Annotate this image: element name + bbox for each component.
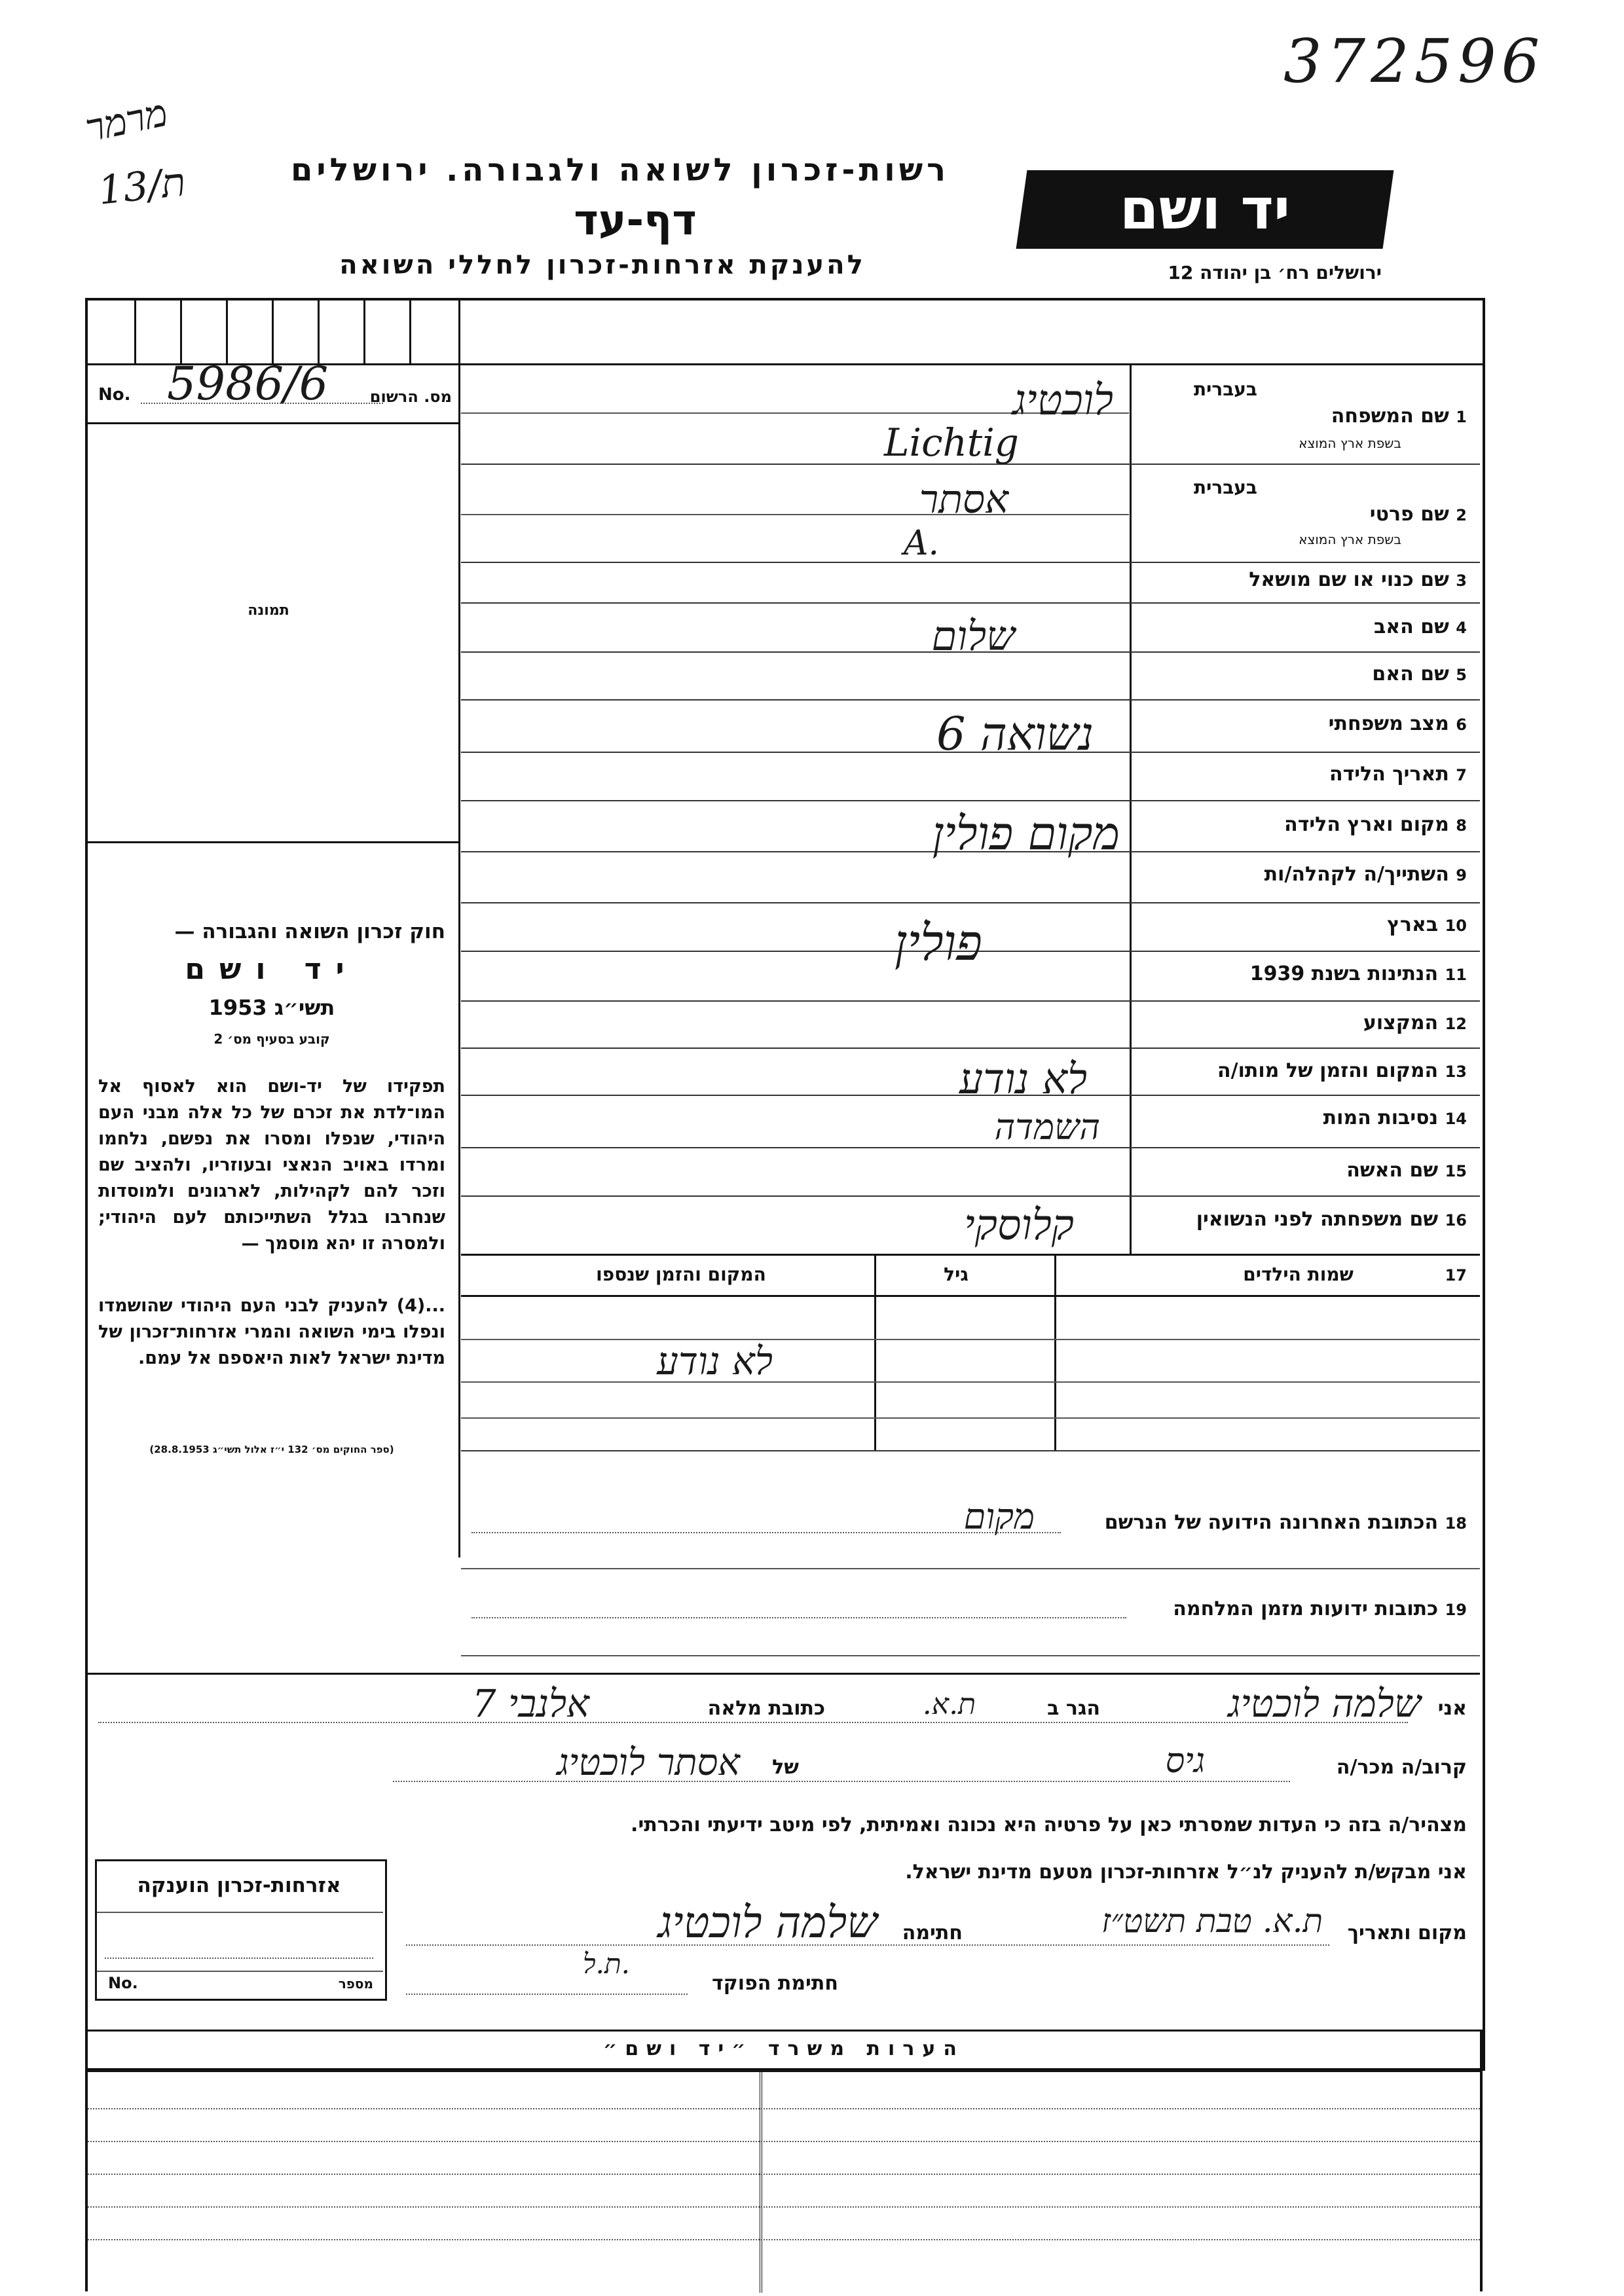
field-14-num: 14: [1445, 1110, 1467, 1128]
field-7-label-text: תאריך הלידה: [1329, 763, 1449, 786]
field-5-bottom: [461, 699, 1480, 701]
field-19-label: [1074, 1597, 1467, 1620]
field-10-label-text: בארץ: [1387, 913, 1439, 936]
field-5-label-text: שם האם: [1372, 663, 1449, 685]
field-3-bottom: [461, 602, 1480, 604]
of-label: של: [772, 1756, 799, 1779]
children-col-divider: [874, 1254, 876, 1450]
place-date-value[interactable]: ת.א. טבת תשט״ז: [1101, 1902, 1323, 1940]
no-label: No.: [98, 385, 131, 405]
notes-line: [88, 2239, 1480, 2240]
field-9-bottom: [461, 902, 1480, 903]
field-5-num: 5: [1456, 666, 1467, 684]
notes-line: [88, 2141, 1480, 2142]
field-18-label: [1074, 1511, 1467, 1534]
field-1-orig-note: בשפת ארץ המוצא: [1299, 435, 1401, 451]
field-15-bottom: [461, 1195, 1480, 1197]
corner-scribble-top: מרמר: [81, 90, 172, 151]
award-no-label: No.: [108, 1974, 138, 1992]
relation-label: קרוב/ה מכר/ה: [1336, 1756, 1467, 1779]
field-14-label: [1153, 1106, 1467, 1129]
award-number-line: [97, 1971, 383, 1972]
field-16-label-text: שם משפחתה לפני הנשואין: [1196, 1208, 1439, 1231]
field-8-num: 8: [1456, 816, 1467, 835]
photo-label: תמונה: [248, 602, 289, 619]
field-4-label: [1153, 615, 1467, 638]
field-19-label-text: כתובות ידועות מזמן המלחמה: [1173, 1597, 1439, 1620]
place-date-label: מקום ותאריך: [1347, 1922, 1467, 1944]
field-1-label-text: שם המשפחה: [1331, 405, 1449, 428]
field-18-value[interactable]: מקום: [963, 1496, 1035, 1537]
declaration-statement: מצהיר/ה בזה כי העדות שמסרתי כאן על פרטיה היא נכונה ואמיתית, לפי מיטב ידיעתי והכרתי.: [631, 1813, 1467, 1836]
award-dotted: [105, 1958, 373, 1959]
authority-title: רשות-זכרון לשואה ולגבורה. ירושלים: [290, 152, 950, 189]
signature-dotted: [406, 1944, 1329, 1946]
declaration-dotted-2: [393, 1781, 1290, 1782]
strip-divider: [363, 301, 365, 363]
field-11-bottom: [461, 1000, 1480, 1002]
notes-divider: [760, 2070, 762, 2293]
strip-divider: [226, 301, 228, 363]
field-2-num: 2: [1456, 506, 1467, 524]
corner-scribble-bottom: ת/13: [96, 159, 188, 214]
victim-name[interactable]: אסתר לוכטיג: [557, 1741, 740, 1784]
strip-divider: [409, 301, 411, 363]
children-row: [461, 1417, 1480, 1419]
field-11-num: 11: [1445, 966, 1467, 984]
declarant-city[interactable]: ת.א.: [922, 1688, 976, 1721]
field-19-dotted: [471, 1617, 1126, 1618]
field-17-num: 17: [1445, 1266, 1467, 1285]
field-6-label-text: מצב משפחתי: [1328, 712, 1449, 735]
children-bottom: [461, 1450, 1480, 1451]
field-8-label-text: מקום וארץ הלידה: [1284, 813, 1449, 836]
children-label: [1074, 1264, 1467, 1285]
field-3-label: [1153, 568, 1467, 591]
label-column-divider: [1130, 363, 1132, 1254]
law-name: יד ושם: [185, 953, 359, 986]
field-12-label: [1153, 1011, 1467, 1034]
field-15-num: 15: [1445, 1162, 1467, 1180]
field-3-label-text: שם כנוי או שם מושאל: [1249, 568, 1449, 591]
yad-vashem-logo: [1016, 170, 1394, 249]
field-10-label: [1153, 913, 1467, 936]
form-subtitle: להענקת אזרחות-זכרון לחללי השואה: [339, 250, 866, 280]
photo-bottom-line: [88, 841, 458, 843]
field-1-value-orig[interactable]: Lichtig: [884, 420, 1019, 465]
field-5-label: [1153, 663, 1467, 685]
field-16-bottom: [461, 1254, 1480, 1256]
field-6-num: 6: [1456, 716, 1467, 734]
field-1-label: [1153, 405, 1467, 428]
field-9-label-text: השתייך/ה לקהלה/ות: [1264, 863, 1449, 886]
field-9-label: [1153, 863, 1467, 886]
law-year: תשי״ג 1953: [208, 995, 335, 1020]
notes-line: [88, 2174, 1480, 2175]
children-header-line: [461, 1295, 1480, 1297]
strip-divider: [134, 301, 136, 363]
field-1-num: 1: [1456, 408, 1467, 426]
strip-divider: [318, 301, 320, 363]
children-col-names: שמות הילדים: [1243, 1264, 1354, 1285]
officer-dotted: [406, 1994, 688, 1995]
field-18-line: [461, 1568, 1480, 1569]
field-16-num: 16: [1445, 1211, 1467, 1230]
notes-left-edge: [85, 2030, 88, 2291]
field-11-label: [1153, 962, 1467, 985]
field-4-label-text: שם האב: [1374, 615, 1449, 638]
registration-number: 5986/6: [167, 357, 329, 410]
field-1-value-heb[interactable]: לוכטיג: [1012, 376, 1113, 425]
field-16-value[interactable]: קלוסקי: [964, 1201, 1074, 1250]
children-col-age: גיל: [944, 1264, 969, 1285]
relation-value[interactable]: גיס: [1165, 1741, 1205, 1781]
form-title: דף-עד: [574, 196, 697, 245]
field-2-bottom: [461, 562, 1480, 563]
award-line: [97, 1912, 383, 1913]
address-label: כתובת מלאה: [707, 1697, 825, 1720]
field-15-label-text: שם האשה: [1346, 1159, 1439, 1182]
declaration-prefix: אני: [1437, 1697, 1467, 1720]
children-col-divider: [1054, 1254, 1056, 1450]
logo-text: יד ושם: [1119, 177, 1291, 242]
officer-scribble: ת.ל.: [583, 1948, 630, 1980]
declaration-top-line: [88, 1673, 1480, 1675]
field-13-num: 13: [1445, 1063, 1467, 1081]
field-18-num: 18: [1445, 1514, 1467, 1533]
archive-number: 372596: [1283, 26, 1545, 96]
notes-line: [88, 2206, 1480, 2208]
field-3-num: 3: [1456, 572, 1467, 590]
children-place-value[interactable]: לא נודע: [657, 1339, 773, 1383]
field-4-num: 4: [1456, 619, 1467, 637]
field-9-num: 9: [1456, 866, 1467, 884]
notes-right-edge: [1480, 2030, 1483, 2291]
field-1-heb-note: בעברית: [1193, 378, 1257, 400]
declarant-name[interactable]: שלמה לוכטיג: [1228, 1681, 1421, 1726]
field-2-value-orig[interactable]: A.: [904, 524, 940, 563]
registration-label: מס. הרשום: [369, 388, 452, 406]
field-2-mid: [461, 514, 1129, 515]
officer-signature-label: חתימת הפוקד: [712, 1972, 838, 1995]
field-7-num: 7: [1456, 766, 1467, 784]
field-7-label: [1153, 763, 1467, 786]
field-2-orig-note: בשפת ארץ המוצא: [1299, 532, 1401, 547]
notes-line: [88, 2108, 1480, 2109]
field-2-label-text: שם פרטי: [1369, 503, 1449, 526]
field-12-bottom: [461, 1048, 1480, 1049]
law-paragraph-1: תפקידו של יד-ושם הוא לאסוף אל המו־לדת את זכרם של כל אלה מבני העם היהודי, שנפלו ומסרו את נפשם, נלחמו ומרדו באויב הנאצי ובעוזריו, ולהציב שם וזכר להם לקהילות, לארגונים ולמוסדות שנחרבו בגלל השתייכותם לעם היהודי; ולמסרה זו יהא מוסמך —: [98, 1076, 445, 1254]
declaration-request: אני מבקש/ת להעניק לנ״ל אזרחות-זכרון מטעם מדינת ישראל.: [905, 1861, 1467, 1884]
field-13-label: [1153, 1059, 1467, 1082]
declarant-address[interactable]: אלנבי 7: [471, 1681, 589, 1726]
office-notes-title: הערות משרד ״יד ושם״: [603, 2037, 965, 2060]
law-section: קובע בסעיף מס׳ 2: [213, 1031, 330, 1047]
field-16-label: [1153, 1208, 1467, 1231]
declaration-dotted-1: [98, 1722, 1408, 1723]
field-10-num: 10: [1445, 917, 1467, 935]
notes-top-line: [88, 2030, 1480, 2032]
field-10-value[interactable]: פולין: [894, 913, 982, 972]
field-19-line: [461, 1655, 1480, 1656]
field-14-value[interactable]: השמדה: [994, 1106, 1100, 1148]
field-2-heb-note: בעברית: [1193, 477, 1257, 498]
field-13-value[interactable]: לא נודע: [959, 1055, 1087, 1104]
field-12-num: 12: [1445, 1015, 1467, 1033]
law-paragraph-2: ...(4) להעניק לבני העם היהודי שהושמדו ונפלו בימי השואה והמרי אזרחות־זכרון של מדינת ישראל לאות היאספם אל עמם.: [98, 1296, 445, 1368]
notes-title-line: [88, 2070, 1480, 2072]
left-column-divider: [458, 301, 460, 1558]
field-4-value[interactable]: שלום: [931, 612, 1015, 660]
law-title: חוק זכרון השואה והגבורה —: [174, 920, 445, 943]
law-citation: (ספר החוקים מס׳ 132 י״ז אלול תשי״ג 28.8.1953): [149, 1444, 394, 1455]
field-13-label-text: המקום והזמן של מותו/ה: [1217, 1059, 1439, 1082]
field-6-label: [1153, 712, 1467, 735]
residing-label: הגר ב: [1047, 1697, 1100, 1720]
field-2-label: [1153, 503, 1467, 526]
strip-divider: [272, 301, 274, 363]
field-15-label: [1153, 1159, 1467, 1182]
award-number-label: מספר: [338, 1976, 373, 1992]
signature-value[interactable]: שלמה לוכטיג: [657, 1897, 877, 1948]
signature-label: חתימה: [902, 1922, 963, 1944]
field-2-value-heb[interactable]: אסתר: [919, 477, 1008, 522]
field-11-label-text: הנתינות בשנת 1939: [1249, 962, 1439, 985]
field-8-value[interactable]: מקום פולין: [932, 807, 1120, 860]
field-12-label-text: המקצוע: [1363, 1011, 1439, 1034]
reg-dotted: [141, 403, 383, 404]
field-14-label-text: נסיבות המות: [1323, 1106, 1439, 1129]
logo-address: ירושלים רח׳ בן יהודה 12: [1168, 262, 1382, 283]
field-7-bottom: [461, 800, 1480, 801]
field-18-label-text: הכתובת האחרונה הידועה של הנרשם: [1104, 1511, 1439, 1534]
children-col-place: המקום והזמן שנספו: [596, 1264, 766, 1285]
field-6-value[interactable]: נשואה 6: [936, 707, 1094, 761]
award-title: אזרחות-זכרון הוענקה: [137, 1874, 341, 1897]
field-8-label: [1153, 813, 1467, 836]
field-19-num: 19: [1445, 1601, 1467, 1619]
reg-line: [88, 422, 458, 424]
strip-divider: [180, 301, 182, 363]
